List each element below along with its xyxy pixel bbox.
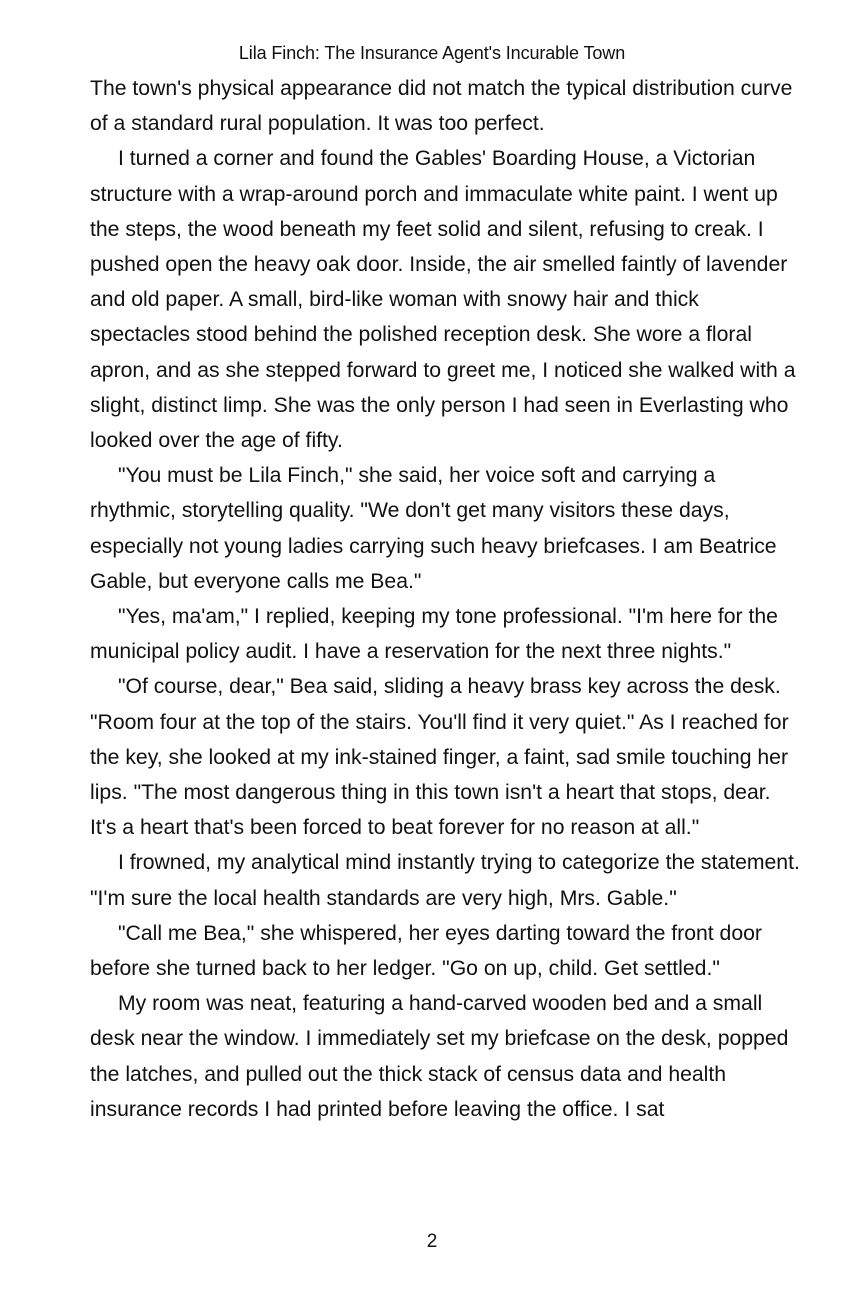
paragraph-room-key: "Of course, dear," Bea said, sliding a heavy brass key across the desk. "Room four at the top of the stairs. You'll find it very quiet." As I reached for the key, she looked at my ink-stained finger, a faint, sad smile touching her lips. "The most dangerous thing in this town isn't a heart that stops, dear. It's a heart that's been forced to beat forever for no reason at all." [90, 675, 789, 840]
paragraph-lila-frowned: I frowned, my analytical mind instantly trying to categorize the statement. "I'm sure the local health standards are very high, Mrs. Gable." [90, 851, 800, 910]
page-body-text [90, 71, 802, 1127]
paragraph-lila-reply: "Yes, ma'am," I replied, keeping my tone professional. "I'm here for the municipal policy audit. I have a reservation for the next three nights." [90, 605, 778, 664]
paragraph-bea-greeting: "You must be Lila Finch," she said, her voice soft and carrying a rhythmic, storytelling quality. "We don't get many visitors these days, especially not young ladies carrying such heavy briefcases. I am Beatrice Gable, but everyone calls me Bea." [90, 464, 777, 593]
paragraph-continued: The town's physical appearance did not match the typical distribution curve of a standard rural population. It was too perfect. [90, 77, 793, 136]
page-number: 2 [426, 1231, 438, 1252]
paragraph-boarding-house: I turned a corner and found the Gables' Boarding House, a Victorian structure with a wrap-around porch and immaculate white paint. I went up the steps, the wood beneath my feet solid and silent, refusing to creak. I pushed open the heavy oak door. Inside, the air smelled faintly of lavender and old paper. A small, bird-like woman with snowy hair and thick spectacles stood behind the polished reception desk. She wore a floral apron, and as she stepped forward to greet me, I noticed she walked with a slight, distinct limp. She was the only person I had seen in Everlasting who looked over the age of fifty. [90, 147, 796, 453]
paragraph-call-me-bea: "Call me Bea," she whispered, her eyes darting toward the front door before she turned back to her ledger. "Go on up, child. Get settled." [90, 921, 762, 981]
paragraph-my-room: My room was neat, featuring a hand-carved wooden bed and a small desk near the window. I immediately set my briefcase on the desk, popped the latches, and pulled out the thick stack of census data and health insurance records I had printed before leaving the office. I sat [90, 992, 789, 1121]
running-header-title: Lila Finch: The Insurance Agent's Incurable Town [238, 43, 626, 63]
